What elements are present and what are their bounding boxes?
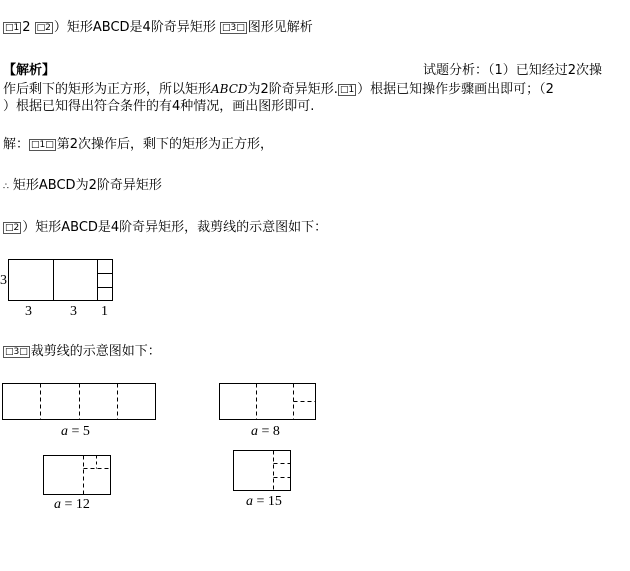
part3-box: □3□	[5, 346, 28, 357]
analysis-label: 【解析】	[3, 63, 56, 78]
answer-box-3: □3□	[221, 22, 245, 33]
figure-a8	[220, 384, 316, 420]
caption-a5-eq: =	[71, 424, 80, 439]
order4-rectangle	[9, 260, 113, 301]
analysis-lead: 试题分析：（1）已知经过2次操	[423, 63, 603, 78]
caption-a12-value: 12	[75, 497, 90, 512]
figure-a12-outline	[44, 456, 111, 495]
caption-a8-eq: =	[261, 424, 270, 439]
solution-prefix: 解：	[3, 137, 30, 152]
answer-3-text: 图形见解析	[247, 20, 313, 35]
analysis-math-abcd: ABCD	[211, 82, 248, 96]
solution-text: 第2次操作后，剩下的矩形为正方形，	[56, 137, 274, 152]
answer-box-2: □2	[36, 22, 51, 33]
order4-bottom-label-3: 1	[101, 304, 108, 319]
answer-1-text: 2	[22, 20, 31, 35]
caption-a15-var: a	[246, 494, 253, 509]
conclusion-math-abcd: ABCD	[38, 178, 76, 193]
figure-a12	[44, 456, 111, 495]
caption-a12-eq: =	[64, 497, 73, 512]
caption-a5-var: a	[61, 424, 68, 439]
answer-2-text: ）矩形ABCD是4阶奇异矩形	[53, 20, 216, 35]
order4-bottom-label-2: 3	[70, 304, 77, 319]
caption-a8-var: a	[251, 424, 258, 439]
caption-a12	[54, 497, 90, 513]
order4-left-label: 3	[0, 273, 7, 288]
therefore-symbol: ∴	[3, 182, 9, 192]
caption-a8-value: 8	[272, 424, 280, 439]
part2-text: ）矩形ABCD是4阶奇异矩形，裁剪线的示意图如下：	[22, 220, 328, 235]
caption-a12-var: a	[54, 497, 61, 512]
order4-bottom-label-1: 3	[25, 304, 32, 319]
conclusion-post: 为2阶奇异矩形	[75, 178, 162, 193]
figure-a5	[3, 384, 156, 420]
analysis-line-2-post: ）根据已知操作步骤画出即可；（2	[357, 82, 554, 97]
caption-a15-value: 15	[267, 494, 282, 509]
caption-a15	[246, 494, 282, 510]
caption-a8	[251, 424, 280, 440]
answer-box-1: □1	[5, 22, 20, 33]
solution-box: □1□	[31, 139, 54, 150]
caption-a15-eq: =	[256, 494, 265, 509]
caption-a5	[61, 424, 90, 440]
analysis-box: □1	[339, 84, 355, 95]
part3-line	[3, 344, 161, 360]
analysis-line-2-pre: 作后剩下的矩形为正方形，所以矩形	[3, 82, 212, 97]
analysis-line-3: ）根据已知得出符合条件的有4种情况，画出图形即可.	[3, 99, 315, 114]
figure-a15	[234, 451, 291, 491]
order4-outline	[9, 260, 113, 301]
part3-text: 裁剪线的示意图如下：	[30, 344, 161, 359]
conclusion-pre: 矩形	[12, 178, 39, 193]
analysis-line-2-mid: 为2阶奇异矩形.	[247, 82, 338, 97]
part2-box: □2	[5, 222, 20, 233]
caption-a5-value: 5	[82, 424, 90, 439]
figure-a15-outline	[234, 451, 291, 491]
